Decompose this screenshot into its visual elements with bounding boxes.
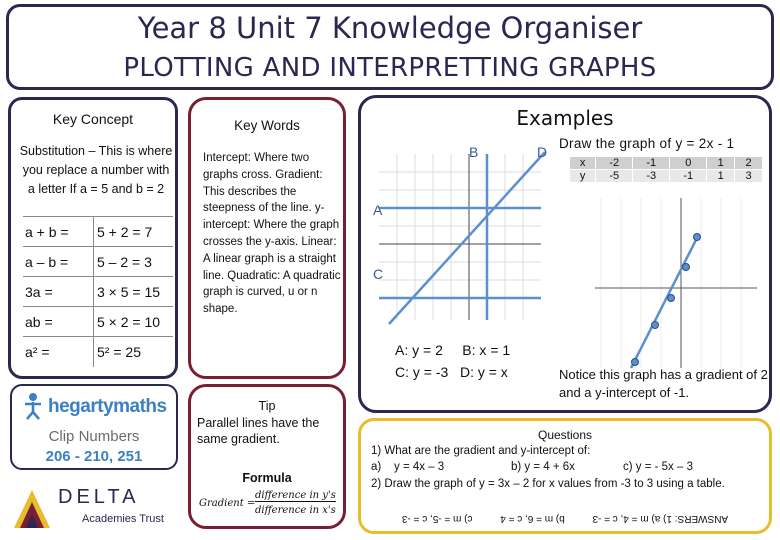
substitution-row: [23, 216, 173, 246]
table-cell: -5: [596, 170, 633, 183]
examples-heading: Examples: [516, 106, 614, 130]
delta-logo-icon: [12, 488, 52, 530]
table-cell: x: [570, 157, 596, 170]
lines-graph: [375, 142, 548, 326]
page-subtitle: PLOTTING AND INTERPRETTING GRAPHS: [123, 53, 657, 83]
lines-answer-2: C: y = -3 D: y = x: [395, 364, 508, 380]
questions-panel: [358, 418, 772, 534]
formula-numerator: difference in y's: [255, 490, 336, 501]
plotted-point: [632, 359, 639, 366]
clip-label: Clip Numbers: [48, 428, 140, 445]
tip-panel: [188, 384, 346, 529]
label-c: C: [373, 266, 384, 282]
table-cell: -2: [596, 157, 633, 170]
example-task: Draw the graph of y = 2x - 1: [559, 136, 735, 151]
substitution-row: [23, 246, 173, 276]
clip-numbers: 206 - 210, 251: [45, 448, 143, 465]
examples-panel: [358, 95, 772, 413]
table-cell: -1: [670, 170, 707, 183]
row-right: 5 + 2 = 7: [97, 224, 153, 240]
hegarty-logo: hegartymaths: [48, 396, 167, 417]
question-1c: c) y = - 5x – 3: [623, 461, 693, 473]
question-1a: a) y = 4x – 3: [371, 461, 445, 473]
key-words-body: Intercept: Where two graphs cross. Gradient: This describes the steepness of the line. y-intercept: Where the graph crosses the y-axis. Linear: A linear graph is a straight line. Quadratic: A quadratic graph is curved, u or n shape.: [203, 152, 341, 316]
table-cell: y: [570, 170, 596, 183]
table-cell: -1: [633, 157, 670, 170]
plotted-point: [694, 234, 701, 241]
row-right: 5 × 2 = 10: [97, 314, 161, 330]
row-left: 3a =: [25, 284, 53, 300]
table-cell: -3: [633, 170, 670, 183]
question-2: 2) Draw the graph of y = 3x – 2 for x values from -3 to 3 using a table.: [371, 478, 725, 490]
questions-heading: Questions: [537, 428, 593, 442]
hegarty-person-icon: [22, 392, 44, 420]
tip-body: Parallel lines have the same gradient.: [197, 416, 320, 446]
delta-title: DELTA: [58, 486, 140, 508]
label-a: A: [373, 202, 383, 218]
table-cell: 2: [735, 157, 763, 170]
row-left: a – b =: [25, 254, 69, 270]
key-words-heading: Key Words: [234, 118, 300, 133]
upside-down-answers: ANSWERS: 1) a) m = 4, c = -3 b) m = 6, c = 4 c) m = -5, c = -3: [401, 513, 729, 524]
key-concept-description: Substitution – This is where you replace a number with a letter If a = 5 and b = 2: [19, 144, 173, 196]
key-words-panel: [188, 97, 346, 379]
graph-note: Notice this graph has a gradient of 2 and a y-intercept of -1.: [559, 367, 768, 400]
substitution-row: [23, 306, 173, 336]
plotted-point: [683, 264, 690, 271]
resources-panel: [10, 384, 178, 534]
label-b: B: [469, 144, 479, 160]
lines-answer-1: A: y = 2 B: x = 1: [395, 342, 511, 358]
row-left: ab =: [25, 314, 53, 330]
page-title: Year 8 Unit 7 Knowledge Organiser: [137, 11, 643, 45]
linear-graph: [591, 194, 761, 370]
row-right: 3 × 5 = 15: [97, 284, 161, 300]
substitution-row: [23, 336, 173, 366]
label-d: D: [537, 144, 548, 160]
row-left: a + b =: [25, 224, 69, 240]
table-cell: 0: [670, 157, 707, 170]
table-cell: 1: [707, 170, 735, 183]
key-concept-heading: Key Concept: [52, 111, 134, 127]
row-right: 5² = 25: [97, 344, 141, 360]
row-right: 5 – 2 = 3: [97, 254, 152, 270]
delta-subtitle: Academies Trust: [82, 513, 164, 525]
key-concept-panel: [8, 97, 178, 379]
formula-denominator: difference in x's: [255, 505, 336, 516]
values-table: [569, 156, 763, 183]
plotted-point: [652, 322, 659, 329]
title-banner: [6, 4, 774, 90]
formula-lhs: Gradient =: [199, 498, 256, 509]
formula-heading: Formula: [242, 471, 292, 485]
table-cell: 3: [735, 170, 763, 183]
substitution-row: [23, 276, 173, 306]
tip-heading: Tip: [258, 399, 276, 413]
row-left: a² =: [25, 344, 50, 360]
question-1: 1) What are the gradient and y-intercept of:: [371, 445, 591, 457]
question-1b: b) y = 4 + 6x: [511, 461, 575, 473]
plotted-point: [668, 295, 675, 302]
table-cell: 1: [707, 157, 735, 170]
